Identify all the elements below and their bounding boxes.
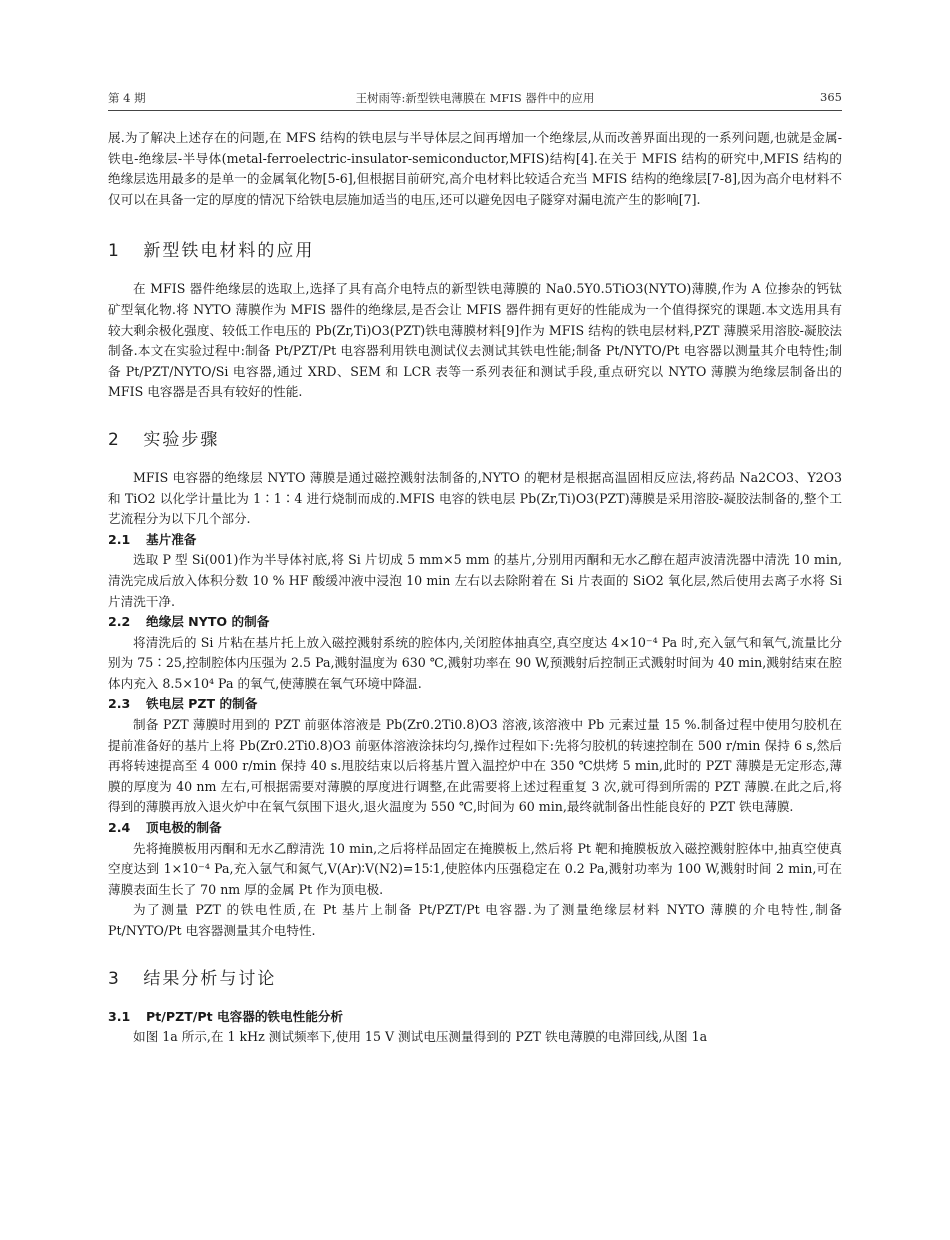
subsection-2-1-heading (108, 530, 842, 551)
subsection-2-4-paragraph-2: 为了测量 PZT 的铁电性质,在 Pt 基片上制备 Pt/PZT/Pt 电容器.为了测量绝缘层材料 NYTO 薄膜的介电特性,制备 Pt/NYTO/Pt 电容器测量其介电特性. (108, 902, 842, 938)
section-1-heading (108, 236, 842, 261)
subsection-2-2-number: 2.2 (108, 614, 131, 630)
subsection-2-3-title: 铁电层 PZT 的制备 (146, 696, 258, 712)
subsection-3-1-paragraph: 如图 1a 所示,在 1 kHz 测试频率下,使用 15 V 测试电压测量得到的 PZT 铁电薄膜的电滞回线,从图 1a (133, 1029, 708, 1045)
section-2-title: 实验步骤 (143, 429, 220, 450)
section-3-heading (108, 964, 842, 989)
subsection-2-3-number: 2.3 (108, 696, 131, 712)
subsection-2-2-title: 绝缘层 NYTO 的制备 (146, 614, 270, 630)
article-body (108, 128, 842, 1048)
section-1-paragraph: 在 MFIS 器件绝缘层的选取上,选择了具有高介电特点的新型铁电薄膜的 Na0.5Y0.5TiO3(NYTO)薄膜,作为 A 位掺杂的钙钛矿型氧化物.将 NYTO 薄膜作为 MFIS 器件的绝缘层,是否会让 MFIS 器件拥有更好的性能成为一个值得探究的课题.本文选用具有较大剩余极化强度、较低工作电压的 Pb(Zr,Ti)O3(PZT)铁电薄膜材料[9]作为 MFIS 结构的铁电层材料,PZT 薄膜采用溶胶-凝胶法制备.本文在实验过程中:制备 Pt/PZT/Pt 电容器利用铁电测试仪去测试其铁电性能;制备 Pt/NYTO/Pt 电容器以测量其介电特性;制备 Pt/PZT/NYTO/Si 电容器,通过 XRD、SEM 和 LCR 表等一系列表征和测试手段,重点研究以 NYTO 薄膜为绝缘层制备出的 MFIS 电容器是否具有较好的性能. (108, 281, 842, 400)
subsection-2-4-heading (108, 818, 842, 839)
subsection-2-3-heading (108, 694, 842, 715)
subsection-3-1-number: 3.1 (108, 1008, 131, 1024)
subsection-2-1-number: 2.1 (108, 531, 131, 547)
section-1-number: 1 (108, 241, 121, 262)
running-title: 王树雨等:新型铁电薄膜在 MFIS 器件中的应用 (355, 91, 595, 105)
page-number: 365 (820, 90, 842, 104)
section-3-title: 结果分析与讨论 (143, 968, 277, 989)
section-2-number: 2 (108, 429, 121, 450)
section-1-title: 新型铁电材料的应用 (143, 241, 315, 262)
section-3-number: 3 (108, 968, 121, 989)
running-header (108, 90, 842, 112)
issue-number: 第 4 期 (108, 91, 146, 105)
subsection-2-1-title: 基片准备 (146, 531, 197, 547)
subsection-2-4-title: 顶电极的制备 (146, 820, 222, 836)
subsection-3-1-heading (108, 1007, 842, 1028)
subsection-2-1-paragraph: 选取 P 型 Si(001)作为半导体衬底,将 Si 片切成 5 mm×5 mm 的基片,分别用丙酮和无水乙醇在超声波清洗器中清洗 10 min,清洗完成后放入体积分数 10 % HF 酸缓冲液中浸泡 10 min 左右以去除附着在 Si 片表面的 SiO2 氧化层,然后使用去离子水将 Si 片清洗干净. (108, 552, 842, 609)
subsection-2-4-number: 2.4 (108, 820, 131, 836)
section-2-heading (108, 425, 842, 450)
subsection-2-2-heading (108, 612, 842, 633)
intro-paragraph: 展.为了解决上述存在的问题,在 MFS 结构的铁电层与半导体层之间再增加一个绝缘层,从而改善界面出现的一系列问题,也就是金属-铁电-绝缘层-半导体(metal-ferroelectric-insulator-semiconductor,MFIS)结构[4].在关于 MFIS 结构的研究中,MFIS 结构的绝缘层选用最多的是单一的金属氧化物[5-6],但根据目前研究,高介电材料比较适合充当 MFIS 结构的绝缘层[7-8],因为高介电材料不仅可以在具备一定的厚度的情况下给铁电层施加适当的电压,还可以避免因电子隧穿对漏电流产生的影响[7]. (108, 130, 842, 207)
subsection-2-3-paragraph: 制备 PZT 薄膜时用到的 PZT 前驱体溶液是 Pb(Zr0.2Ti0.8)O3 溶液,该溶液中 Pb 元素过量 15 %.制备过程中使用匀胶机在提前准备好的基片上将 Pb(Zr0.2Ti0.8)O3 前驱体溶液涂抹均匀,操作过程如下:先将匀胶机的转速控制在 500 r/min 保持 6 s,然后再将转速提高至 4 000 r/min 保持 40 s.甩胶结束以后将基片置入温控炉中在 350 ℃烘烤 5 min,此时的 PZT 薄膜是无定形态,薄膜的厚度为 40 nm 左右,可根据需要对薄膜的厚度进行调整,在此需要将上述过程重复 3 次,就可得到所需的 PZT 薄膜.在此之后,将得到的薄膜再放入退火炉中在氧气氛围下退火,退火温度为 550 ℃,时间为 60 min,最终就制备出性能良好的 PZT 铁电薄膜. (108, 717, 842, 815)
subsection-2-2-paragraph: 将清洗后的 Si 片粘在基片托上放入磁控溅射系统的腔体内,关闭腔体抽真空,真空度达 4×10⁻⁴ Pa 时,充入氩气和氧气,流量比分别为 75∶25,控制腔体内压强为 2.5 Pa,溅射温度为 630 ℃,溅射功率在 90 W,预溅射后控制正式溅射时间为 40 min,溅射结束在腔体内充入 8.5×10⁴ Pa 的氧气,使薄膜在氧气环境中降温. (108, 634, 842, 691)
subsection-2-4-paragraph-1: 先将掩膜板用丙酮和无水乙醇清洗 10 min,之后将样品固定在掩膜板上,然后将 Pt 靶和掩膜板放入磁控溅射腔体中,抽真空使真空度达到 1×10⁻⁴ Pa,充入氩气和氮气,V(Ar)∶V(N2)=15∶1,使腔体内压强稳定在 0.2 Pa,溅射功率为 100 W,溅射时间 2 min,可在薄膜表面生长了 70 nm 厚的金属 Pt 作为顶电极. (108, 840, 842, 897)
subsection-3-1-title: Pt/PZT/Pt 电容器的铁电性能分析 (146, 1008, 343, 1024)
header-rule (108, 110, 842, 111)
section-2-paragraph: MFIS 电容器的绝缘层 NYTO 薄膜是通过磁控溅射法制备的,NYTO 的靶材是根据高温固相反应法,将药品 Na2CO3、Y2O3 和 TiO2 以化学计量比为 1∶1∶4 进行烧制而成的.MFIS 电容的铁电层 Pb(Zr,Ti)O3(PZT)薄膜是采用溶胶-凝胶法制备的,整个工艺流程分为以下几个部分. (108, 469, 842, 527)
